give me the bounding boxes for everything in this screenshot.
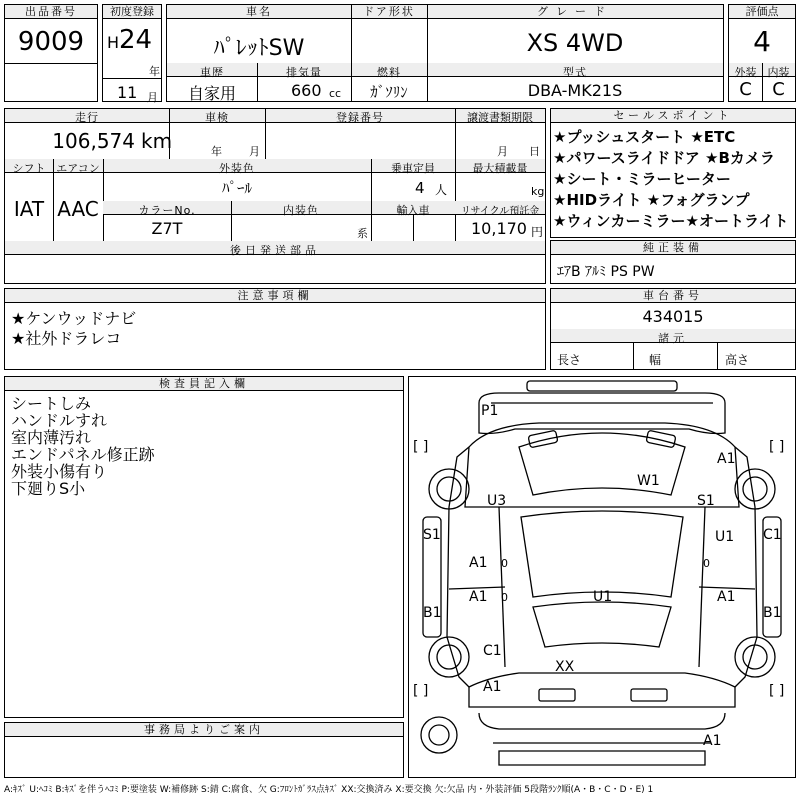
mark-bracket: [ ]	[413, 683, 429, 699]
office-title: 事務局よりご案内	[5, 723, 403, 737]
score-box	[728, 4, 796, 102]
damage-mark: A1	[717, 589, 736, 605]
lot-label: 出品番号	[5, 5, 97, 19]
month-unit: 月	[147, 91, 158, 104]
recycle-unit: 円	[531, 225, 544, 239]
history-label: 車歴	[200, 66, 224, 79]
note-line: ★ケンウッドナビ	[11, 309, 137, 328]
mark-bracket: [ ]	[769, 439, 785, 455]
color-no-label: カラーNo.	[138, 204, 196, 217]
max-load-label: 最大積載量	[472, 162, 528, 175]
notes-box	[4, 288, 546, 370]
capacity: 4	[415, 179, 425, 197]
mark-bracket: [ ]	[769, 683, 785, 699]
chassis-title: 車台番号	[551, 289, 795, 303]
damage-mark: S1	[423, 527, 441, 543]
color-number: Z7T	[151, 219, 183, 238]
sales-points-title: セールスポイント	[551, 109, 795, 123]
inspector-title: 検査員記入欄	[5, 377, 403, 391]
displacement: 660	[291, 81, 322, 100]
ext-color: ﾊﾟｰﾙ	[221, 179, 252, 197]
note-line: ★社外ドラレコ	[11, 329, 122, 348]
fuel: ｶﾞｿﾘﾝ	[370, 83, 408, 101]
int-color-unit: 系	[357, 227, 368, 240]
damage-mark: S1	[697, 493, 715, 509]
damage-mark: A1	[483, 679, 502, 695]
inspector-line: 下廻りS小	[11, 479, 86, 498]
era: H	[107, 33, 120, 52]
sales-points-list	[553, 127, 795, 232]
door-label: ドア形状	[351, 5, 427, 19]
damage-mark: U1	[715, 529, 735, 545]
zero-mark: 0	[501, 557, 508, 570]
sales-point-line: ★シート・ミラーヒーター	[553, 170, 731, 188]
inspector-line: 室内薄汚れ	[11, 428, 92, 447]
damage-mark: A1	[703, 733, 722, 749]
inspector-line: 外装小傷有り	[11, 462, 108, 481]
office-box	[4, 722, 404, 778]
transfer-label: 譲渡書類期限	[467, 111, 533, 124]
damage-mark: P1	[481, 403, 499, 419]
insp-year-unit: 年	[211, 145, 222, 158]
reg-year: 24	[119, 25, 153, 55]
inspector-notes	[11, 395, 155, 497]
legend: A:ｷｽﾞ U:ﾍｺﾐ B:ｷｽﾞを伴うﾍｺﾐ P:要塗装 W:補修跡 S:錆 C:腐食、欠 G:ﾌﾛﾝﾄｶﾞﾗｽ点ｷｽﾞ XX:交換済み X:要交換 欠:欠品 内・外装評価 5段階ﾗﾝｸ順(A・B・C・D・E) 1	[4, 785, 654, 795]
shift-label: シフト	[12, 162, 46, 175]
grade-label: グレード	[427, 5, 723, 19]
car-outline-diagram	[409, 377, 795, 777]
notes-list	[11, 309, 136, 349]
inspector-line: シートしみ	[11, 394, 92, 413]
damage-mark: C1	[483, 643, 502, 659]
chassis-box	[550, 288, 796, 370]
displacement-unit: cc	[329, 87, 342, 100]
interior-label: 内装	[767, 66, 790, 79]
spec-title: 諸元	[658, 332, 688, 345]
exterior-grade: C	[739, 79, 752, 100]
damage-mark: U1	[593, 589, 613, 605]
mileage: 106,574	[52, 129, 135, 153]
damage-diagram	[408, 376, 796, 778]
lot-number: 9009	[17, 27, 85, 57]
notes-title: 注意事項欄	[5, 289, 545, 303]
inspector-box	[4, 376, 404, 718]
mileage-unit: km	[141, 129, 173, 153]
main-header-box	[166, 4, 724, 102]
recycle-label: リサイクル預託金	[460, 206, 540, 217]
first-registration-box	[102, 4, 162, 102]
sales-point-line: ★HIDライト ★フォグランプ	[553, 191, 750, 209]
insp-month-unit: 月	[249, 145, 260, 158]
damage-mark: W1	[637, 473, 660, 489]
width-label: 幅	[649, 353, 662, 367]
damage-mark: C1	[763, 527, 782, 543]
inspector-line: エンドパネル修正跡	[11, 445, 155, 464]
damage-mark: A1	[469, 555, 488, 571]
capacity-label: 乗車定員	[391, 162, 435, 175]
grade: XS 4WD	[526, 29, 624, 57]
fuel-label: 燃料	[377, 66, 401, 79]
sales-point-line: ★ウィンカーミラー★オートライト	[553, 212, 789, 230]
inspector-line: ハンドルすれ	[11, 411, 108, 430]
max-load-unit: kg	[531, 185, 545, 198]
interior-grade: C	[772, 79, 785, 100]
mark-bracket: [ ]	[413, 439, 429, 455]
damage-mark: A1	[469, 589, 488, 605]
import-label: 輸入車	[396, 204, 430, 217]
shift: IAT	[13, 197, 45, 221]
equipment-value: ｴｱB ｱﾙﾐ PS PW	[557, 264, 655, 280]
sales-point-line: ★プッシュスタート ★ETC	[553, 128, 736, 146]
ac-label: エアコン	[56, 162, 100, 175]
car-name: ﾊﾟﾚｯﾄSW	[213, 36, 305, 61]
vehicle-detail-box	[4, 108, 546, 284]
inspection-label: 車検	[205, 111, 229, 124]
reg-month: 11	[117, 83, 138, 102]
equipment-box	[550, 240, 796, 284]
damage-mark: A1	[717, 451, 736, 467]
zero-mark: 0	[703, 557, 710, 570]
int-color-label: 内装色	[283, 204, 319, 217]
lot-box	[4, 4, 98, 102]
chassis-number: 434015	[642, 307, 704, 326]
reg-no-label: 登録番号	[336, 111, 384, 124]
transfer-month-unit: 月	[497, 145, 508, 158]
car-history: 自家用	[187, 84, 236, 103]
damage-mark: U3	[487, 493, 507, 509]
height-label: 高さ	[725, 353, 750, 367]
equipment-title: 純正装備	[551, 241, 795, 255]
recycle-fee: 10,170	[471, 219, 527, 238]
score-label: 評価点	[729, 5, 795, 19]
first-reg-label: 初度登録	[103, 5, 161, 19]
air-conditioner: AAC	[57, 197, 99, 221]
length-label: 長さ	[557, 353, 582, 367]
displacement-label: 排気量	[286, 66, 322, 79]
model-label: 型式	[563, 66, 587, 79]
name-label: 車名	[167, 5, 351, 19]
model-code: DBA-MK21S	[527, 81, 623, 100]
overall-score: 4	[753, 25, 771, 58]
sales-point-line: ★パワースライドドア ★Bカメラ	[553, 149, 775, 167]
damage-mark: XX	[555, 659, 575, 675]
year-unit: 年	[149, 65, 160, 78]
damage-mark: B1	[763, 605, 782, 621]
mileage-label: 走行	[75, 111, 99, 124]
sales-points-box	[550, 108, 796, 238]
zero-mark: 0	[501, 591, 508, 604]
ext-color-label: 外装色	[219, 162, 255, 175]
transfer-day-unit: 日	[529, 145, 540, 158]
exterior-label: 外装	[734, 66, 757, 79]
later-parts-label: 後日発送部品	[230, 244, 320, 257]
damage-mark: B1	[423, 605, 442, 621]
capacity-unit: 人	[435, 183, 448, 197]
